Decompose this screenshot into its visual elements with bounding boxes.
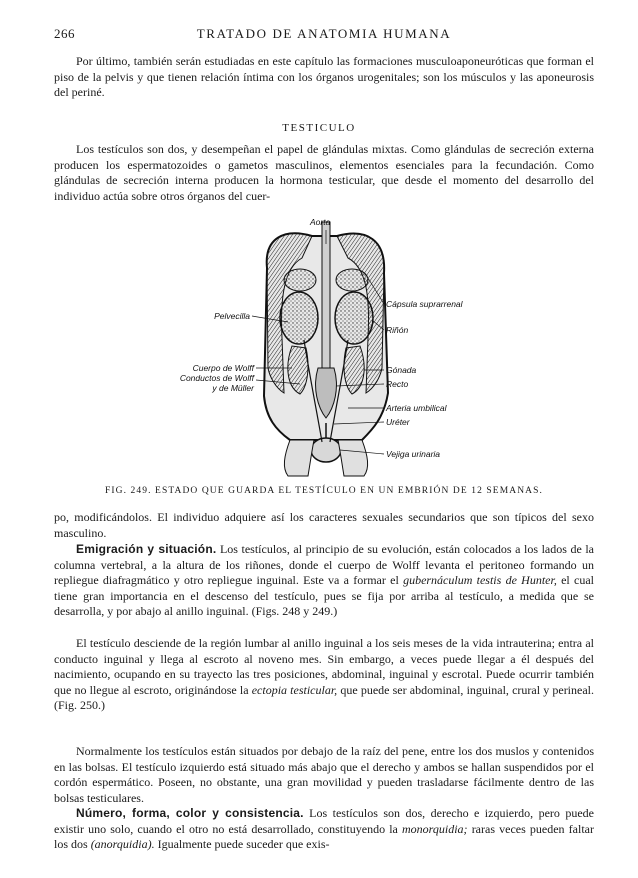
label-vejiga-urinaria: Vejiga urinaria [386,449,441,459]
figure-caption: FIG. 249. ESTADO QUE GUARDA EL TESTÍCULO EN UN EMBRIÓN DE 12 SEMANAS. [105,486,543,496]
running-title: TRATADO DE ANATOMIA HUMANA [196,26,452,41]
emigration-text-b: el cual tiene gran importancia en el descenso del testículo, pues se fija por arriba al testículo, a medida que se desarrolla, y por abajo al anillo inguinal. (Figs. 248 y 249.) [54,573,594,619]
embryo-illustration [172,218,482,480]
label-conductos-wolff: Conductos de Wolff [179,373,254,383]
intro-paragraph [54,54,594,101]
label-ureter: Uréter [386,417,410,427]
testis-text: Los testículos son dos, y desempeñan el papel de glándulas mixtas. Como glándulas de secreción externa producen los espermatozoides o gametos masculinos, elementos esenciales para la fecundación. Como glándulas de secreción interna producen la hormona testicular, que desde el momento del desarrollo del individuo actúa sobre otros órganos del cuer- [54,142,594,203]
monorquidia-term: monorquidia; [402,821,468,836]
descent-text-b: que puede ser abdominal, inguinal, crural y perineal. (Fig. 250.) [54,682,595,713]
emigration-paragraph [54,542,594,620]
label-pelvecilla: Pelvecilla [214,311,250,321]
emigration-text-a: Los testículos, al principio de su evolución, están colocados a los lados de la columna vertebral, a la altura de los riñones, donde el cuerpo de Wolff levanta el peritoneo formando un repliegue diafragmático y otro repliegue inguinal. Este va a formar el [54,542,594,588]
label-cuerpo-wolff: Cuerpo de Wolff [192,363,254,373]
number-text-c: Igualmente puede suceder que exis- [154,837,330,852]
descent-paragraph [54,636,594,714]
figure-embryo [172,218,482,480]
emigration-heading: Emigración y situación. [76,542,217,556]
continuation-paragraph [54,510,594,541]
label-conductos-muller: y de Müller [212,383,254,393]
normal-position-paragraph [54,744,594,806]
label-gonada: Gónada [386,365,417,375]
intro-text: Por último, también serán estudiadas en este capítulo las formaciones musculoaponeuróticas que forman el piso de la pelvis y que tienen relación íntima con los órganos urogenitales; son los músculos y las aponeurosis del periné. [54,54,594,100]
gubernaculum-term: gubernáculum testis de Hunter, [403,573,557,588]
label-capsula-suprarrenal: Cápsula suprarrenal [386,299,463,309]
label-aorta: Aorta [310,217,331,227]
continuation-text: po, modificándolos. El individuo adquiere así los caracteres sexuales secundarios que son típicos del sexo masculino. [54,510,594,540]
ectopia-term: ectopia testicular, [251,682,338,697]
normal-text: Normalmente los testículos están situados por debajo de la raíz del pene, entre los dos muslos y contenidos en las bolsas. El testículo izquierdo está situado más abajo que el derecho y ambos se hallan suspendidos por el cordón espermático. Poseen, no obstante, una gran movilidad y pueden trasladarse fácilmente dentro de las bolsas testiculares. [54,744,594,805]
section-title: TESTICULO [282,122,356,134]
anorquidia-term: (anorquidia). [90,837,155,852]
number-paragraph [54,806,594,853]
number-text-a: Los testículos son dos, derecho e izquierdo, pero puede existir uno solo, cuando el otro no está desarrollado, constituyendo la [54,806,594,836]
testis-paragraph [54,142,594,204]
number-text-b: raras veces pueden faltar los dos [54,821,594,852]
label-arteria-umbilical: Arteria umbilical [386,403,447,413]
running-header [54,26,594,44]
label-rinon: Riñón [386,325,409,335]
number-heading: Número, forma, color y consistencia. [76,806,304,820]
page-number: 266 [54,26,75,41]
descent-text-a: El testículo desciende de la región lumbar al anillo inguinal a los seis meses de la vida intrauterina; entra al conducto inguinal y llega al escroto al noveno mes. Sin embargo, a veces puede llegar a él después del nacimiento, ocupando en su trayecto las tres posiciones, abdominal, inguinal y escrotal. Puede ocurrir también que no llegue al escroto, originándose la [54,636,594,697]
label-recto: Recto [386,379,409,389]
